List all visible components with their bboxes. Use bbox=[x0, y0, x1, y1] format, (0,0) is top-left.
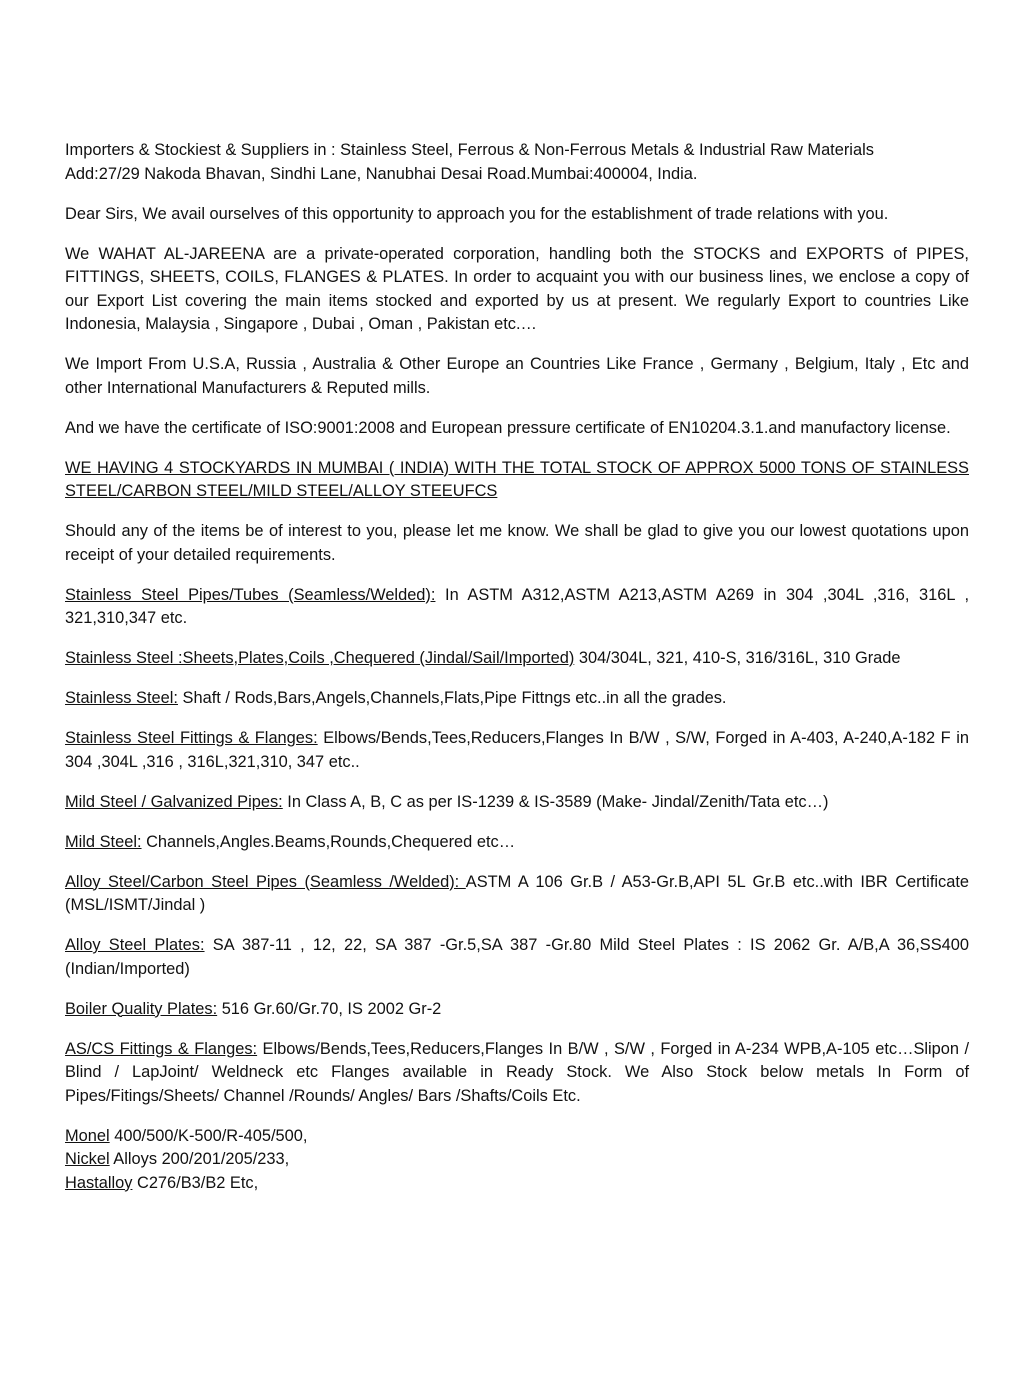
product-item bbox=[65, 791, 969, 815]
product-label: Boiler Quality Plates: bbox=[65, 999, 218, 1018]
certificates-paragraph: And we have the certificate of ISO:9001:2008 and European pressure certificate of EN10204.3.1.and manufactory license. bbox=[65, 418, 951, 437]
alloy-text: 400/500/K-500/R-405/500, bbox=[109, 1126, 308, 1145]
product-label: Mild Steel: bbox=[65, 832, 142, 851]
product-label: AS/CS Fittings & Flanges: bbox=[65, 1039, 258, 1058]
alloy-label: Monel bbox=[65, 1126, 110, 1145]
product-text: 304/304L, 321, 410-S, 316/316L, 310 Grade bbox=[574, 649, 901, 667]
header-line-address: Add:27/29 Nakoda Bhavan, Sindhi Lane, Nanubhai Desai Road.Mumbai:400004, India. bbox=[65, 164, 698, 183]
header-block bbox=[65, 139, 969, 186]
product-item bbox=[65, 584, 969, 631]
product-label: Mild Steel / Galvanized Pipes: bbox=[65, 792, 283, 811]
product-item bbox=[65, 831, 969, 855]
alloy-item bbox=[65, 1125, 969, 1149]
product-text: Shaft / Rods,Bars,Angels,Channels,Flats,Pipe Fittngs etc..in all the grades. bbox=[177, 689, 727, 707]
alloy-text: C276/B3/B2 Etc, bbox=[132, 1173, 259, 1192]
header-line-business: Importers & Stockiest & Suppliers in : Stainless Steel, Ferrous & Non-Ferrous Metals & Industrial Raw Materials bbox=[65, 141, 874, 159]
product-item bbox=[65, 727, 969, 774]
product-label: Alloy Steel Plates: bbox=[65, 936, 205, 954]
product-item bbox=[65, 871, 969, 918]
product-item bbox=[65, 687, 969, 711]
product-label: Stainless Steel Fittings & Flanges: bbox=[65, 729, 318, 747]
alloy-list bbox=[65, 1125, 969, 1196]
product-item bbox=[65, 998, 969, 1022]
stockyards-paragraph bbox=[65, 457, 969, 504]
alloy-item bbox=[65, 1148, 969, 1172]
product-text: Channels,Angles.Beams,Rounds,Chequered etc… bbox=[141, 832, 516, 851]
alloy-label: Hastalloy bbox=[65, 1173, 133, 1192]
product-text: ASTM A 106 Gr.B / A53-Gr.B,API 5L Gr.B etc..with IBR Certificate (MSL/ISMT/Jindal ) bbox=[65, 872, 969, 914]
interest-paragraph: Should any of the items be of interest to you, please let me know. We shall be glad to give you our lowest quotations upon receipt of your detailed requirements. bbox=[65, 522, 969, 564]
intro-paragraph: We WAHAT AL-JAREENA are a private-operated corporation, handling both the STOCKS and EXPORTS of PIPES, FITTINGS, SHEETS, COILS, FLANGES & PLATES. In order to acquaint you with our business lines, we enclose a copy of our Export List covering the main items stocked and exported by us at present. We regularly Export to countries Like Indonesia, Malaysia , Singapore , Dubai , Oman , Pakistan etc.… bbox=[65, 244, 969, 333]
product-item bbox=[65, 1038, 969, 1109]
greeting-paragraph: Dear Sirs, We avail ourselves of this opportunity to approach you for the establishment of trade relations with you. bbox=[65, 204, 889, 223]
alloy-text: Alloys 200/201/205/233, bbox=[109, 1150, 290, 1168]
product-text: In Class A, B, C as per IS-1239 & IS-3589 (Make- Jindal/Zenith/Tata etc…) bbox=[282, 792, 829, 811]
stockyards-text: WE HAVING 4 STOCKYARDS IN MUMBAI ( INDIA) WITH THE TOTAL STOCK OF APPROX 5000 TONS OF STAINLESS STEEL/CARBON STEEL/MILD STEEL/ALLOY STEEUFCS bbox=[65, 458, 969, 500]
imports-paragraph: We Import From U.S.A, Russia , Australia & Other Europe an Countries Like France , Germany , Belgium, Italy , Etc and other International Manufacturers & Reputed mills. bbox=[65, 355, 969, 397]
product-text: SA 387-11 , 12, 22, SA 387 -Gr.5,SA 387 -Gr.80 Mild Steel Plates : IS 2062 Gr. A/B,A 36,SS400 (Indian/Imported) bbox=[65, 936, 969, 978]
product-item bbox=[65, 934, 969, 981]
product-label: Alloy Steel/Carbon Steel Pipes (Seamless /Welded): bbox=[65, 872, 466, 891]
alloy-item bbox=[65, 1172, 969, 1196]
product-text: 516 Gr.60/Gr.70, IS 2002 Gr-2 bbox=[217, 999, 442, 1018]
product-label: Stainless Steel :Sheets,Plates,Coils ,Chequered (Jindal/Sail/Imported) bbox=[65, 649, 575, 667]
product-text: In ASTM A312,ASTM A213,ASTM A269 in 304 ,304L ,316, 316L , 321,310,347 etc. bbox=[65, 585, 969, 627]
product-text: Elbows/Bends,Tees,Reducers,Flanges In B/W , S/W , Forged in A-234 WPB,A-105 etc…Slipon / Blind / LapJoint/ Weldneck etc Flanges available in Ready Stock. We Also Stock below metals In Form of Pipes/Fitings/Sheets/ Channel /Rounds/ Angles/ Bars /Shafts/Coils Etc. bbox=[65, 1039, 969, 1105]
document-page bbox=[65, 139, 969, 1195]
product-item bbox=[65, 647, 969, 671]
alloy-label: Nickel bbox=[65, 1150, 110, 1168]
product-label: Stainless Steel Pipes/Tubes (Seamless/Welded): bbox=[65, 585, 436, 604]
product-label: Stainless Steel: bbox=[65, 689, 178, 707]
product-text: Elbows/Bends,Tees,Reducers,Flanges In B/W , S/W, Forged in A-403, A-240,A-182 F in 304 ,304L ,316 , 316L,321,310, 347 etc.. bbox=[65, 729, 969, 771]
